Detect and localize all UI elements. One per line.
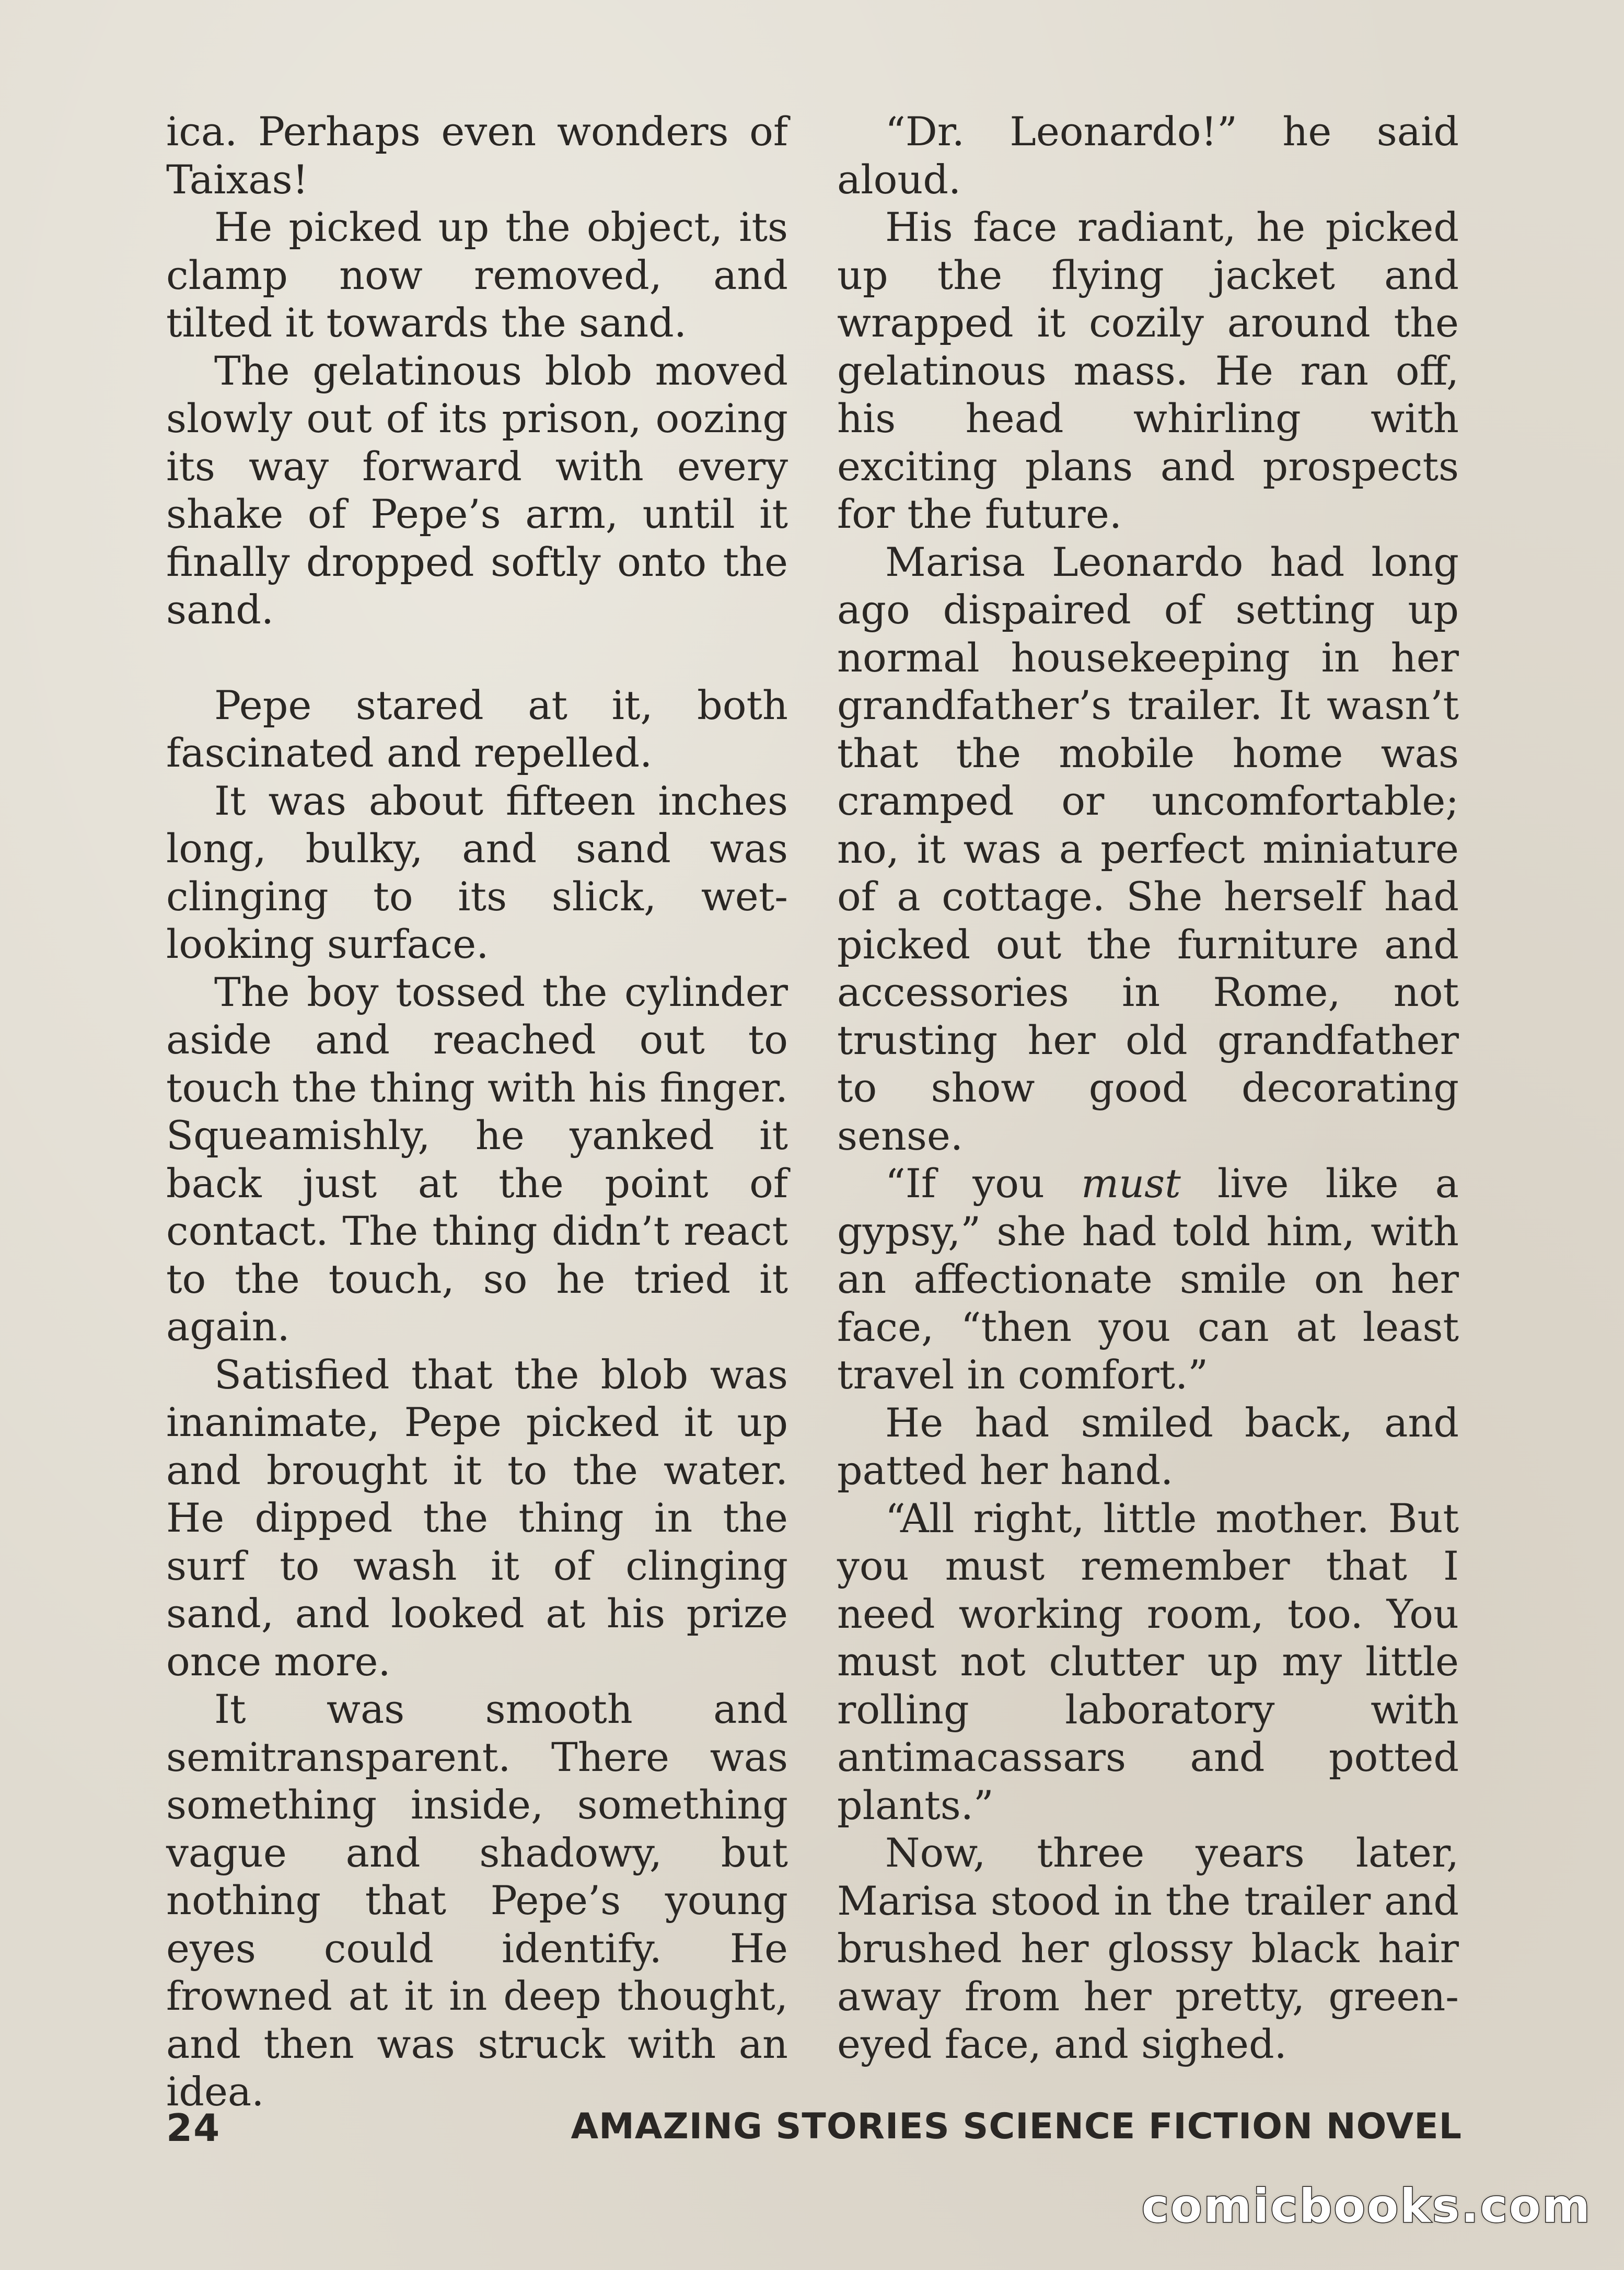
right-text-column [837, 108, 1459, 2068]
emphasized-word: must [1081, 1160, 1181, 1207]
paragraph-continuation: ica. Perhaps even wonders of Taixas! [166, 108, 788, 203]
paragraph-after-section-break: Pepe stared at it, both fascinated and repelled. [166, 681, 788, 776]
paragraph: He had smiled back, and patted her hand. [837, 1399, 1459, 1493]
paragraph: His face radiant, he picked up the flying jacket and wrapped it cozily around the gelatinous mass. He ran off, his head whirling with exciting plans and prospects for the future. [837, 204, 1459, 537]
running-title: AMAZING STORIES SCIENCE FICTION NOVEL [571, 2106, 1462, 2147]
paragraph: Satisfied that the blob was inanimate, Pepe picked it up and brought it to the water. He dipped the thing in the surf to wash it of clinging sand, and looked at his prize once more. [166, 1351, 788, 1685]
paragraph: “All right, little mother. But you must remember that I need working room, too. You must not clutter up my little rolling laboratory with antimacassars and potted plants.” [837, 1495, 1459, 1828]
page-footer [166, 2106, 1462, 2158]
paragraph: Marisa Leonardo had long ago dispaired of setting up normal housekeeping in her grandfather’s trailer. It wasn’t that the mobile home was cramped or uncomfortable; no, it was a perfect miniature of a cottage. She herself had picked out the furniture and accessories in Rome, not trusting her old grandfather to show good decorating sense. [837, 538, 1459, 1159]
text-run: live like a gypsy,” she had told him, with an affectionate smile on her face, “then you can at least travel in comfort.” [837, 1160, 1459, 1398]
paragraph-with-emphasis [837, 1160, 1459, 1399]
paragraph: It was smooth and semitransparent. There was something inside, something vague and shadowy, but nothing that Pepe’s young eyes could identify. He frowned at it in deep thought, and then was struck with an idea. [166, 1686, 788, 2115]
paragraph: The boy tossed the cylinder aside and reached out to touch the thing with his finger. Squeamishly, he yanked it back just at the point of contact. The thing didn’t react to the touch, so he tried it again. [166, 968, 788, 1350]
paragraph: He picked up the object, its clamp now removed, and tilted it towards the sand. [166, 204, 788, 346]
text-run: “If you [885, 1160, 1082, 1207]
paragraph: Now, three years later, Marisa stood in the trailer and brushed her glossy black hair away from her pretty, green-eyed face, and sighed. [837, 1829, 1459, 2067]
paragraph: “Dr. Leonardo!” he said aloud. [837, 108, 1459, 203]
left-text-column [166, 108, 788, 2116]
page-number: 24 [166, 2106, 221, 2150]
site-watermark: comicbooks.com [1141, 2179, 1592, 2233]
paragraph: The gelatinous blob moved slowly out of its prison, oozing its way forward with every shake of Pepe’s arm, until it finally dropped softly onto the sand. [166, 347, 788, 633]
paragraph: It was about fifteen inches long, bulky, and sand was clinging to its slick, wet-looking surface. [166, 777, 788, 967]
